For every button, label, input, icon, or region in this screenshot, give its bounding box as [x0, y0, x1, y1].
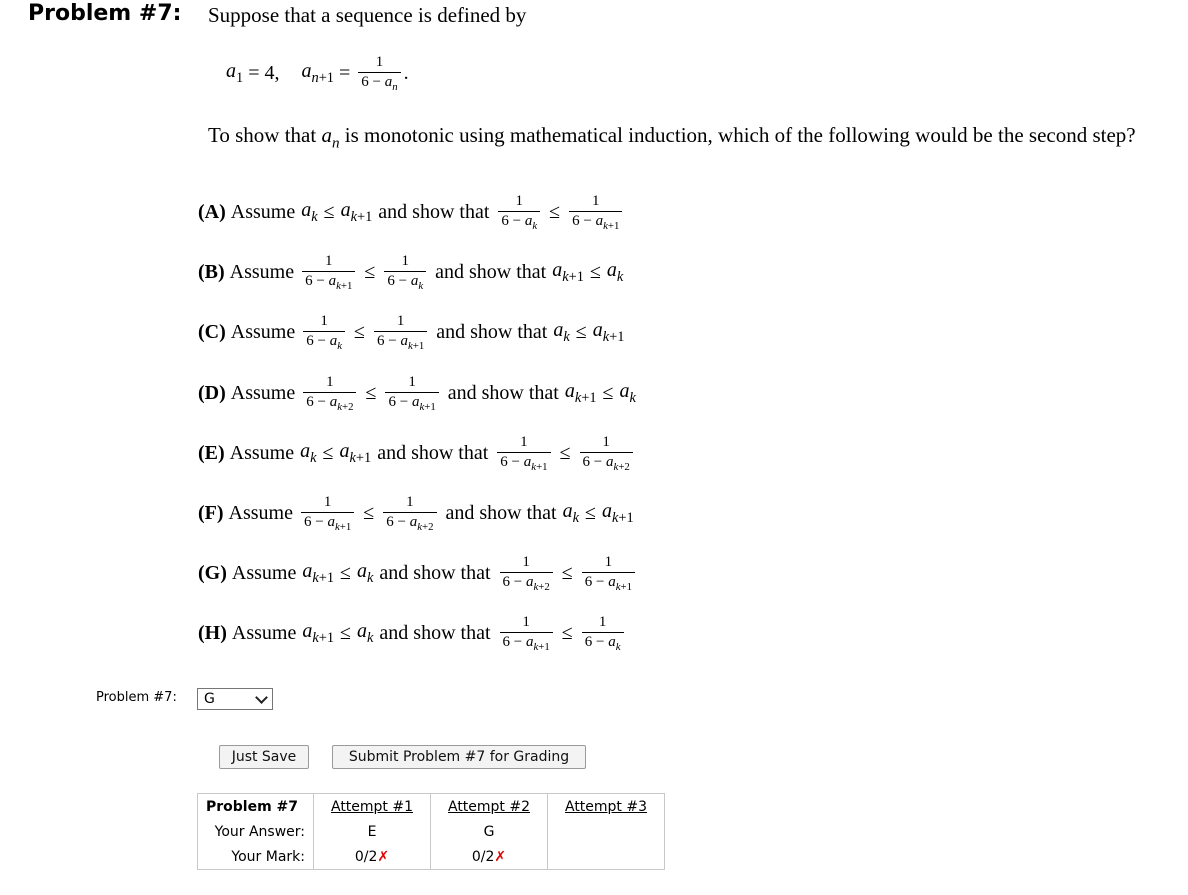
attempt-2-mark: 0/2✗: [431, 844, 548, 870]
option-c: (C) Assume $\frac{1}{6 - a_k}$ ≤ $\frac{1}{6 - a_{k+1}}$ and show that $a_k$ ≤ $a_{k+1}$: [198, 313, 625, 352]
option-e: (E) Assume $a_k$ ≤ $a_{k+1}$ and show that $\frac{1}{6 - a_{k+1}}$ ≤ $\frac{1}{6 - a_{k+2}}$: [198, 434, 636, 473]
chevron-down-icon: [255, 691, 268, 704]
attempt-1-mark: 0/2✗: [314, 844, 431, 870]
wrong-x-icon: ✗: [494, 848, 507, 865]
attempt-2-answer: G: [431, 819, 548, 844]
just-save-button[interactable]: Just Save: [219, 745, 309, 769]
your-answer-label: Your Answer:: [198, 819, 314, 844]
your-mark-label: Your Mark:: [198, 844, 314, 870]
option-f: (F) Assume $\frac{1}{6 - a_{k+1}}$ ≤ $\frac{1}{6 - a_{k+2}}$ and show that $a_k$ ≤ $a_{k+1}$: [198, 494, 634, 533]
results-header: Problem #7: [198, 794, 314, 820]
option-b: (B) Assume $\frac{1}{6 - a_{k+1}}$ ≤ $\frac{1}{6 - a_k}$ and show that $a_{k+1}$ ≤ $a_k$: [198, 253, 624, 292]
answer-select[interactable]: [197, 688, 273, 710]
attempt-3-answer: [548, 819, 665, 844]
answer-selected-value: G: [204, 691, 215, 707]
answer-label: Problem #7:: [96, 690, 177, 705]
definition-fraction: $\frac{1}{6 - a_n}$: [358, 54, 400, 93]
option-g: (G) Assume $a_{k+1}$ ≤ $a_k$ and show that $\frac{1}{6 - a_{k+2}}$ ≤ $\frac{1}{6 - a_{k+1}}$: [198, 554, 638, 593]
sequence-definition: $a_1$ = 4, $a_{n+1}$ = $\frac{1}{6 - a_n}$ .: [226, 54, 409, 93]
option-a: (A) Assume $a_k$ ≤ $a_{k+1}$ and show that $\frac{1}{6 - a_k}$ ≤ $\frac{1}{6 - a_{k+1}}$: [198, 193, 625, 232]
attempt-1-answer: E: [314, 819, 431, 844]
results-table: [197, 793, 665, 870]
option-d: (D) Assume $\frac{1}{6 - a_{k+2}}$ ≤ $\frac{1}{6 - a_{k+1}}$ and show that $a_{k+1}$ ≤ $a_k$: [198, 374, 636, 413]
attempt-3-mark: [548, 844, 665, 870]
attempt-2-link[interactable]: Attempt #2: [447, 798, 531, 815]
problem-heading: Problem #7:: [28, 1, 182, 26]
problem-intro: Suppose that a sequence is defined by: [208, 3, 527, 27]
attempt-1-link[interactable]: Attempt #1: [330, 798, 414, 815]
attempt-3-link[interactable]: Attempt #3: [564, 798, 648, 815]
option-h: (H) Assume $a_{k+1}$ ≤ $a_k$ and show that $\frac{1}{6 - a_{k+1}}$ ≤ $\frac{1}{6 - a_k}$: [198, 614, 627, 653]
submit-button[interactable]: Submit Problem #7 for Grading: [332, 745, 586, 769]
wrong-x-icon: ✗: [377, 848, 390, 865]
question-prompt: To show that $a_n$ is monotonic using mathematical induction, which of the following would be the second step?: [208, 123, 1136, 152]
